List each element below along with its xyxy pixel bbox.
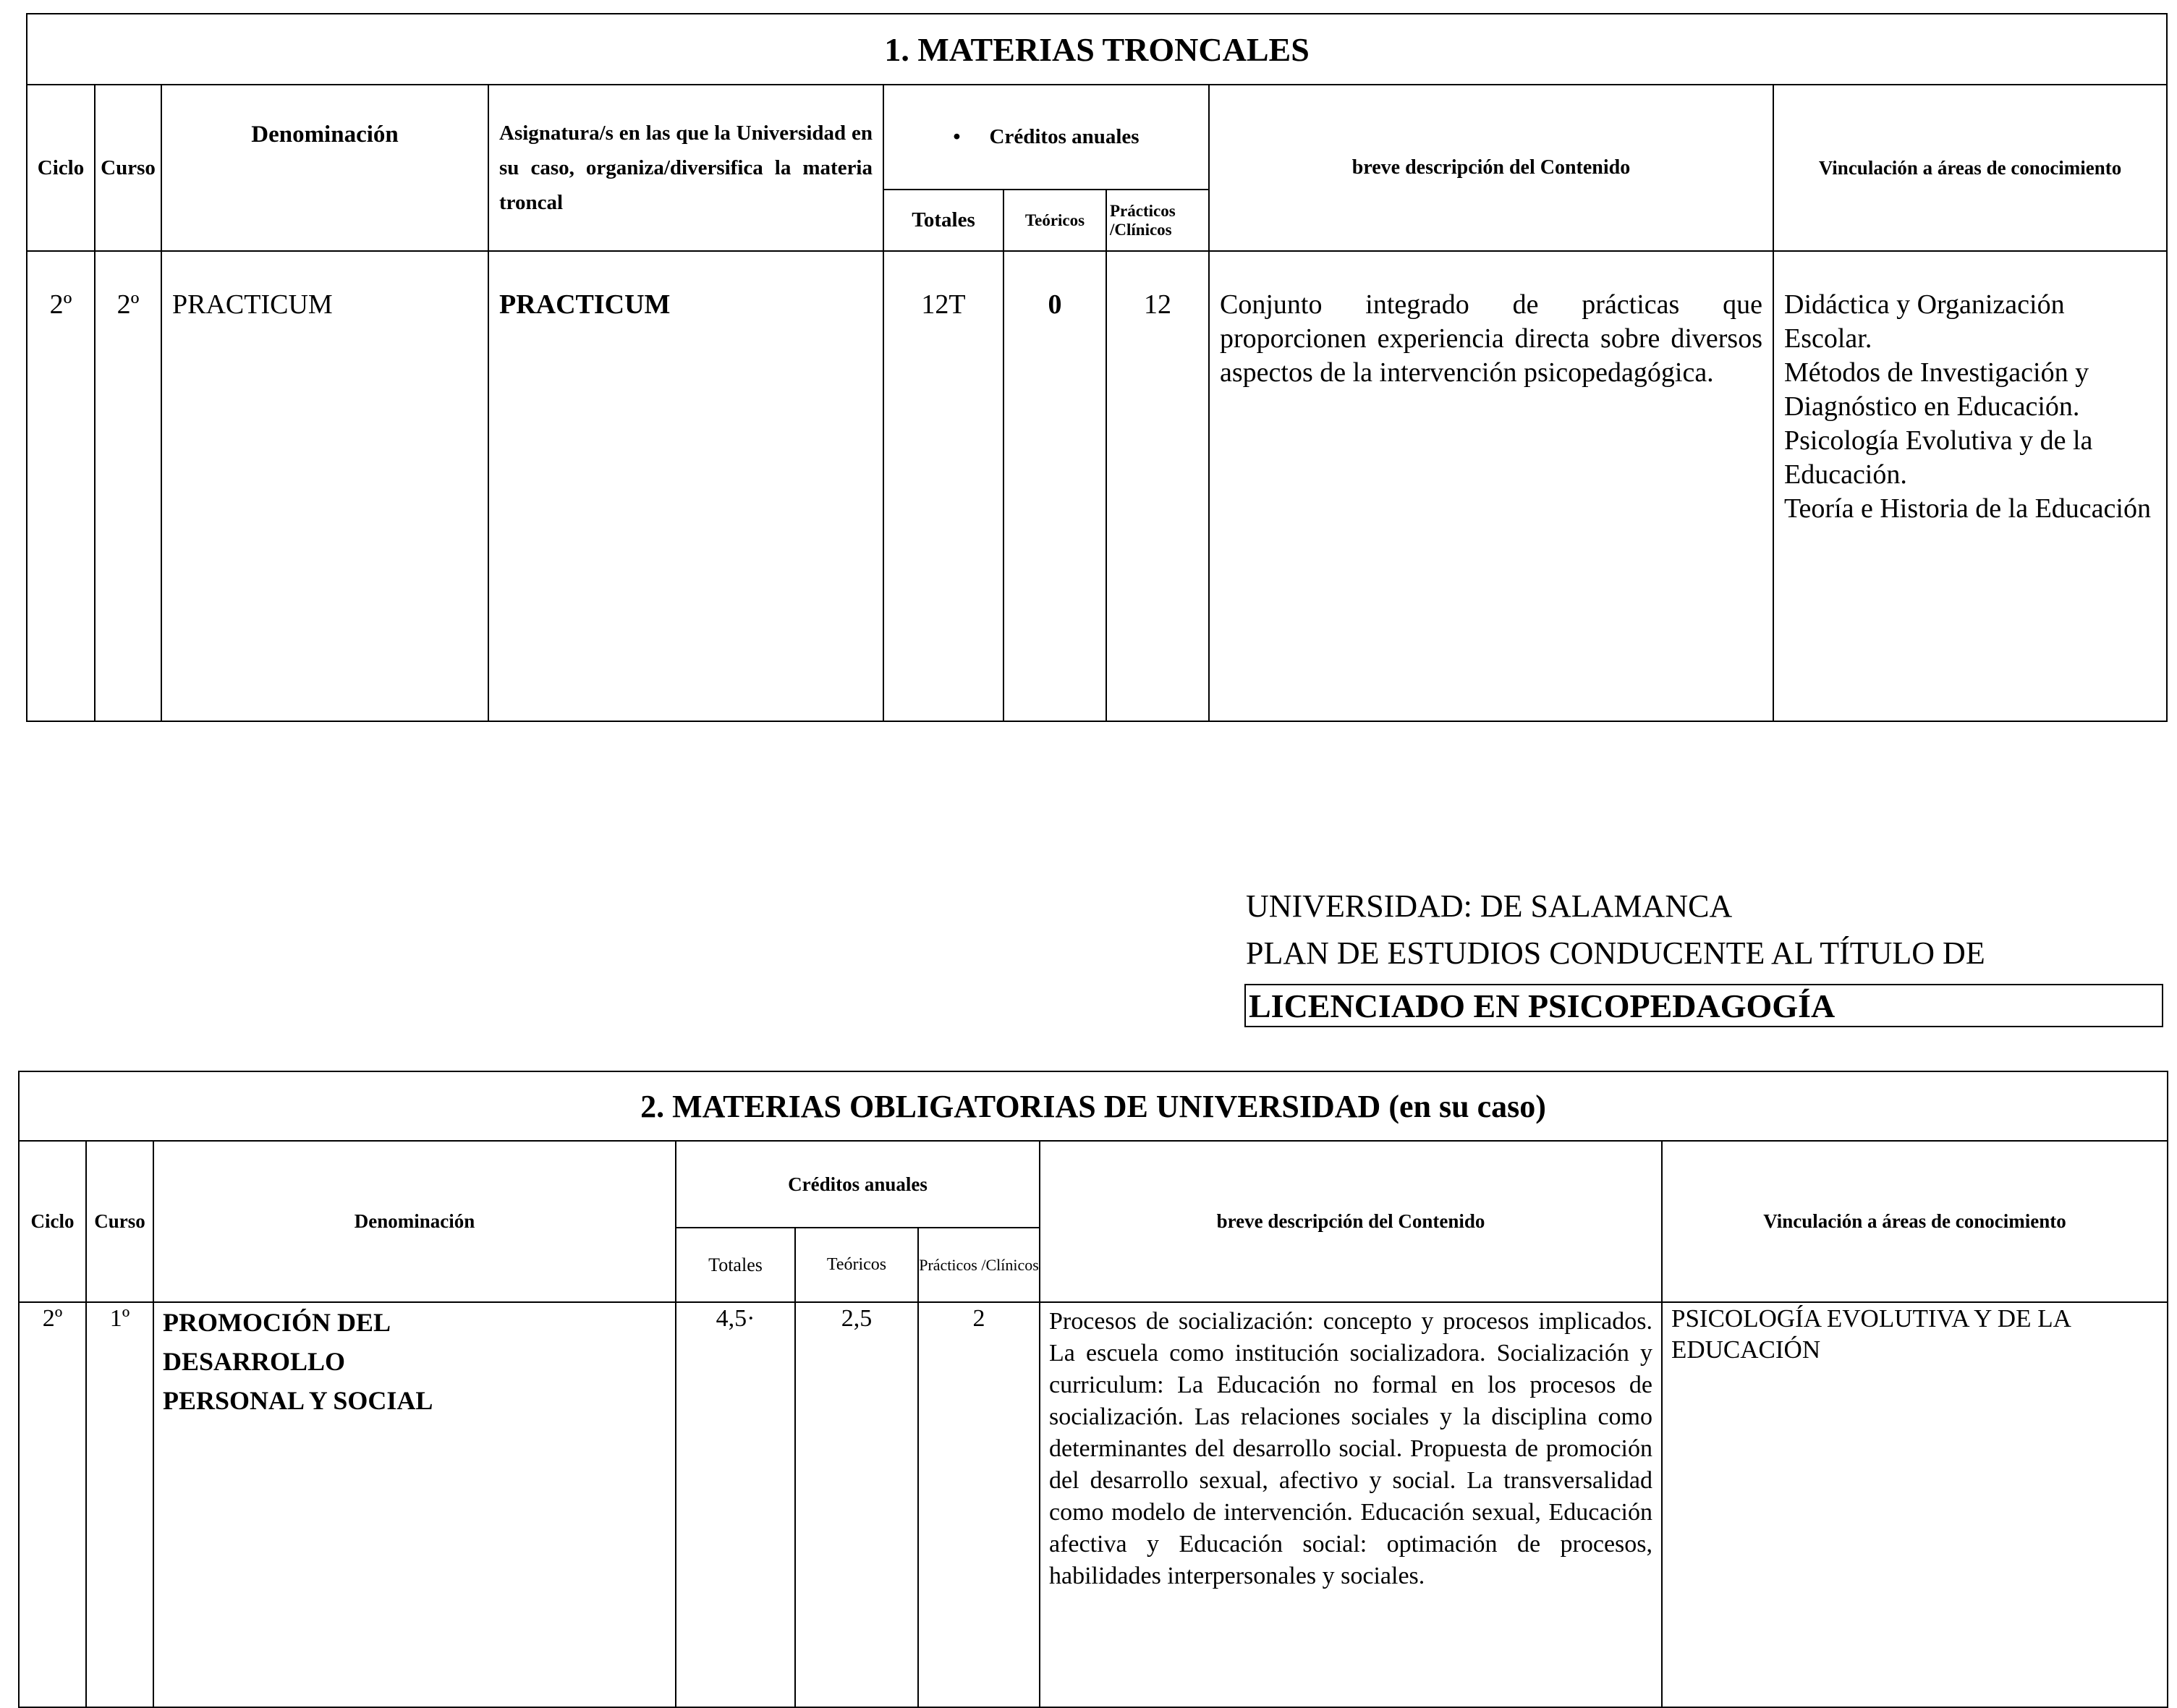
creditos-marker: • bbox=[953, 125, 961, 148]
header2-ciclo: Ciclo bbox=[19, 1141, 86, 1302]
header2-teoricos: Teóricos bbox=[795, 1228, 918, 1302]
row-practicos: 12 bbox=[1106, 251, 1209, 721]
header-asignatura: Asignatura/s en las que la Universidad en su caso, organiza/diversifica la materia troncal bbox=[488, 85, 883, 251]
header-denominacion: Denominación bbox=[161, 85, 488, 251]
header-ciclo: Ciclo bbox=[27, 85, 95, 251]
header-curso: Curso bbox=[95, 85, 161, 251]
materias-troncales-table bbox=[26, 13, 2168, 722]
header-creditos: • Créditos anuales bbox=[883, 85, 1209, 190]
row2-denominacion: PROMOCIÓN DEL DESARROLLO PERSONAL Y SOCIAL bbox=[153, 1302, 676, 1707]
header2-practicos: Prácticos /Clínicos bbox=[918, 1228, 1040, 1302]
section1-title: 1. MATERIAS TRONCALES bbox=[27, 14, 2167, 85]
row2-vinculacion: PSICOLOGÍA EVOLUTIVA Y DE LA EDUCACIÓN bbox=[1662, 1302, 2168, 1707]
row2-curso: 1º bbox=[86, 1302, 153, 1707]
row2-ciclo: 2º bbox=[19, 1302, 86, 1707]
section2-title: 2. MATERIAS OBLIGATORIAS DE UNIVERSIDAD (en su caso) bbox=[19, 1071, 2168, 1141]
header-totales: Totales bbox=[883, 190, 1003, 251]
row-asignatura: PRACTICUM bbox=[488, 251, 883, 721]
row-vinculacion: Didáctica y Organización Escolar. Métodos de Investigación y Diagnóstico en Educación. Psicología Evolutiva y de la Educación. Teoría e Historia de la Educación bbox=[1773, 251, 2167, 721]
header2-creditos: Créditos anuales bbox=[676, 1141, 1040, 1228]
header2-vinculacion: Vinculación a áreas de conocimiento bbox=[1662, 1141, 2168, 1302]
header2-descripcion: breve descripción del Contenido bbox=[1040, 1141, 1662, 1302]
row-denominacion: PRACTICUM bbox=[161, 251, 488, 721]
header2-totales: Totales bbox=[676, 1228, 795, 1302]
degree-title: LICENCIADO EN PSICOPEDAGOGÍA bbox=[1244, 984, 2163, 1027]
row2-teoricos: 2,5 bbox=[795, 1302, 918, 1707]
header-teoricos: Teóricos bbox=[1003, 190, 1106, 251]
materias-obligatorias-table bbox=[18, 1071, 2168, 1708]
row-curso: 2º bbox=[95, 251, 161, 721]
row2-totales: 4,5· bbox=[676, 1302, 795, 1707]
header2-denominacion: Denominación bbox=[153, 1141, 676, 1302]
row2-practicos: 2 bbox=[918, 1302, 1040, 1707]
row2-descripcion: Procesos de socialización: concepto y procesos implicados. La escuela como institución socializadora. Socialización y curriculum: La Educación no formal en los procesos de socialización. Las relaciones sociales y la disciplina como determinantes del desarrollo social. Propuesta de promoción del desarrollo sexual, afectivo y social. La transversalidad como modelo de intervención. Educación sexual, Educación afectiva y Educación social: optimación de procesos, habilidades interpersonales y sociales. bbox=[1040, 1302, 1662, 1707]
row-totales: 12T bbox=[883, 251, 1003, 721]
plan-title: PLAN DE ESTUDIOS CONDUCENTE AL TÍTULO DE bbox=[1246, 935, 1985, 971]
row-teoricos: 0 bbox=[1003, 251, 1106, 721]
row-descripcion: Conjunto integrado de prácticas que proporcionen experiencia directa sobre diversos aspectos de la intervención psicopedagógica. bbox=[1209, 251, 1773, 721]
university-name: UNIVERSIDAD: DE SALAMANCA bbox=[1246, 888, 1733, 924]
header-practicos: Prácticos /Clínicos bbox=[1106, 190, 1209, 251]
row-ciclo: 2º bbox=[27, 251, 95, 721]
header-vinculacion: Vinculación a áreas de conocimiento bbox=[1773, 85, 2167, 251]
header-descripcion: breve descripción del Contenido bbox=[1209, 85, 1773, 251]
header2-curso: Curso bbox=[86, 1141, 153, 1302]
